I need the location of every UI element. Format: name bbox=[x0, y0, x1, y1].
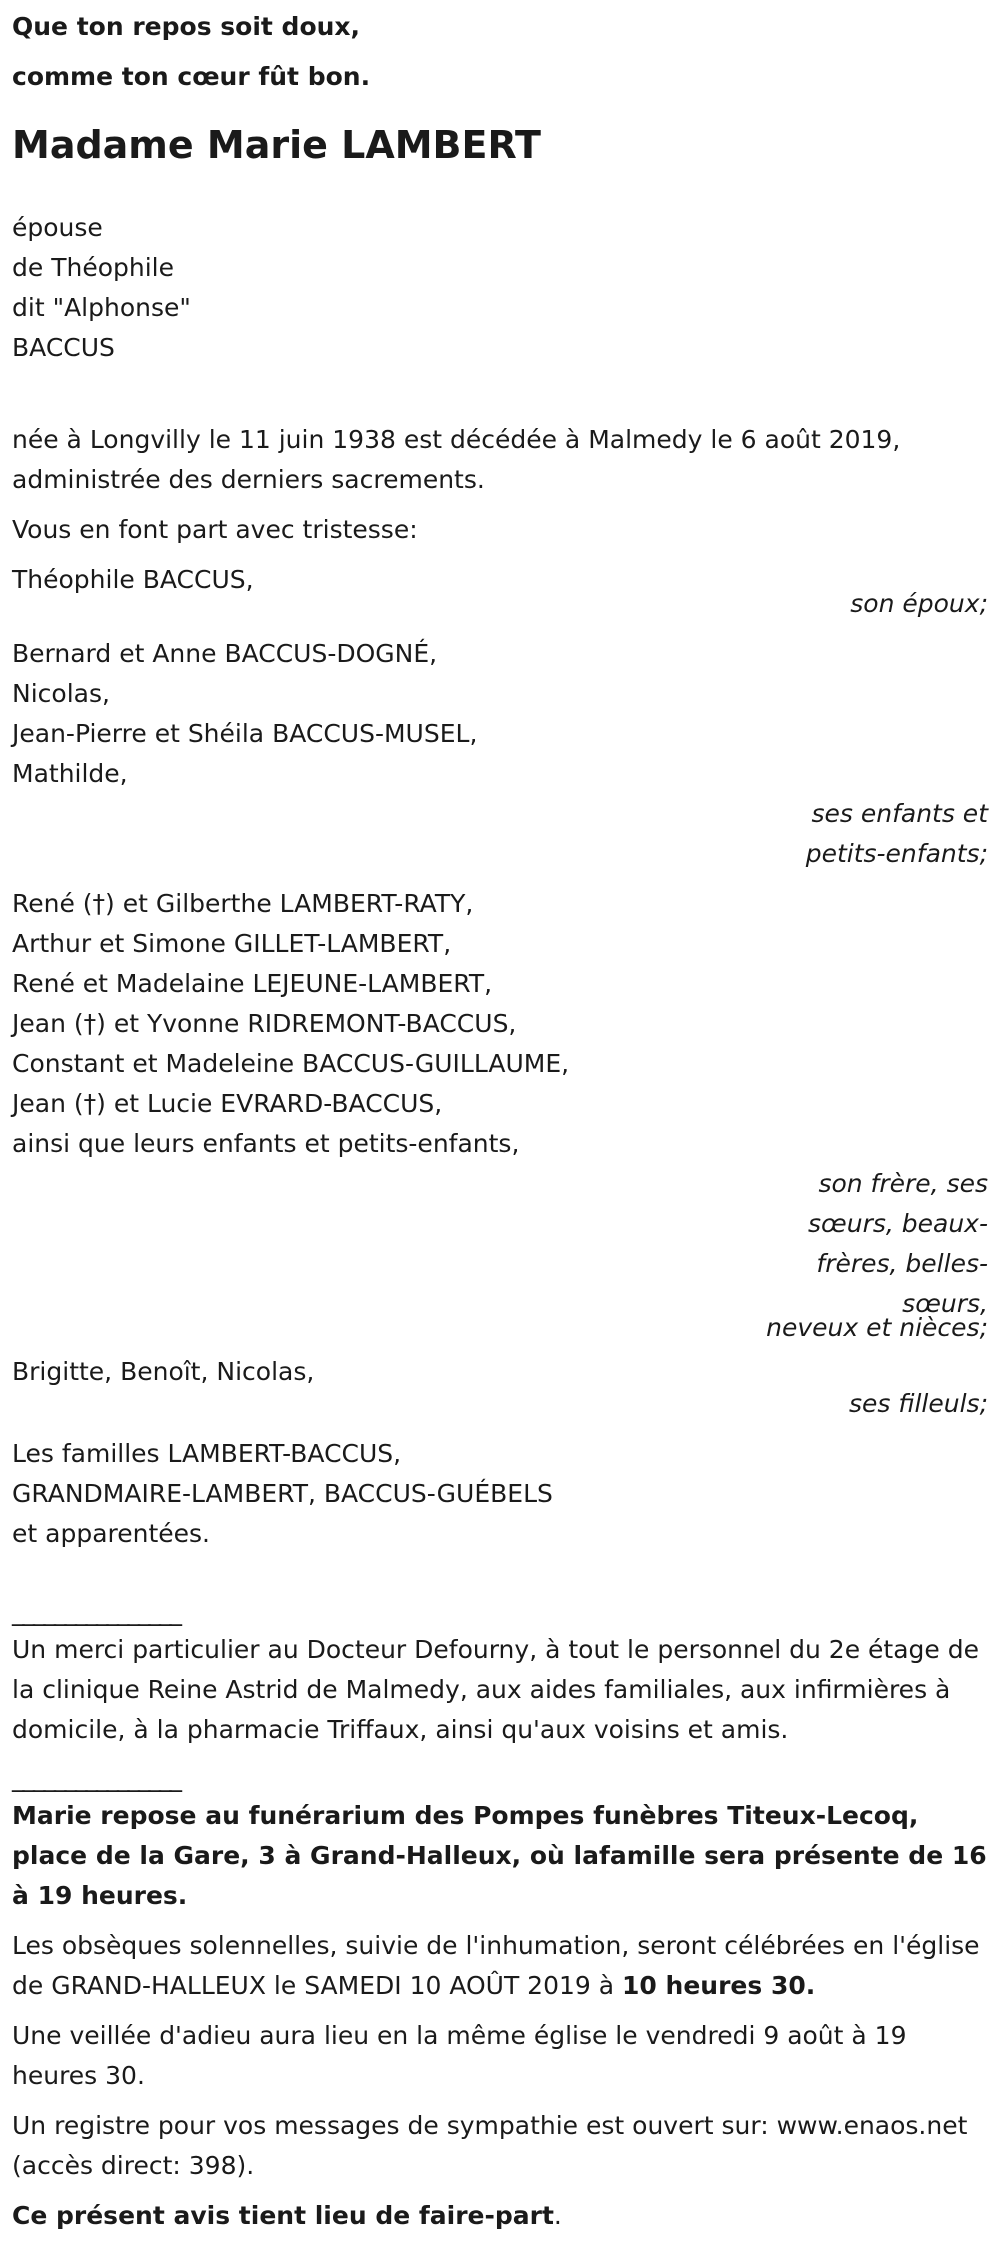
announcement-intro: Vous en font part avec tristesse: bbox=[12, 515, 418, 544]
spouse-line: dit "Alphonse" bbox=[12, 293, 191, 322]
relation-line: petits-enfants; bbox=[805, 839, 988, 868]
birth-death-line-2: administrée des derniers sacrements. bbox=[12, 465, 485, 494]
relation-label bbox=[798, 1164, 988, 1324]
family-name: Les familles LAMBERT-BACCUS, bbox=[12, 1439, 402, 1468]
viewing-info: Marie repose au funérarium des Pompes funèbres Titeux-Lecoq, place de la Gare, 3 à Grand-Halleux, où lafamille sera présente de 16 à 19 heures. bbox=[12, 1801, 987, 1910]
relation-label: ses filleuls; bbox=[848, 1389, 988, 1418]
spouse-line: BACCUS bbox=[12, 333, 115, 362]
family-name: Jean-Pierre et Shéila BACCUS-MUSEL, bbox=[12, 719, 478, 748]
funeral-info bbox=[12, 1926, 988, 2006]
closing-note bbox=[12, 2196, 988, 2236]
family-name: et apparentées. bbox=[12, 1519, 210, 1548]
deceased-name: Madame Marie LAMBERT bbox=[12, 123, 541, 167]
family-related bbox=[12, 1434, 988, 1554]
epigraph-line-2: comme ton cœur fût bon. bbox=[12, 62, 371, 91]
funeral-text: Les obsèques solennelles, suivie de l'inhumation, seront célébrées en l'église de GRAND-HALLEUX le SAMEDI 10 AOÛT 2019 à bbox=[12, 1931, 980, 2000]
separator: ________________ bbox=[12, 1763, 180, 1792]
family-spouse bbox=[12, 560, 988, 624]
family-name: Jean (†) et Lucie EVRARD-BACCUS, bbox=[12, 1089, 443, 1118]
relation-line: son frère, ses bbox=[818, 1169, 988, 1198]
relation-label: son époux; bbox=[850, 589, 988, 618]
family-name: Constant et Madeleine BACCUS-GUILLAUME, bbox=[12, 1049, 570, 1078]
separator: ________________ bbox=[12, 1597, 180, 1626]
family-godchildren bbox=[12, 1352, 988, 1424]
family-name: Bernard et Anne BACCUS-DOGNÉ, bbox=[12, 639, 438, 668]
family-name: GRANDMAIRE-LAMBERT, BACCUS-GUÉBELS bbox=[12, 1479, 553, 1508]
family-name: Nicolas, bbox=[12, 679, 110, 708]
family-name: Brigitte, Benoît, Nicolas, bbox=[12, 1357, 315, 1386]
epigraph bbox=[12, 2, 988, 102]
birth-death-info bbox=[12, 420, 988, 500]
family-name: Mathilde, bbox=[12, 759, 128, 788]
relation-label bbox=[788, 794, 988, 874]
relation-label-extra: neveux et nièces; bbox=[766, 1313, 988, 1342]
relation-line: sœurs, bbox=[902, 1289, 988, 1318]
relation-line: sœurs, beaux- bbox=[808, 1209, 988, 1238]
family-name: ainsi que leurs enfants et petits-enfants, bbox=[12, 1129, 520, 1158]
relation-line: ses enfants et bbox=[811, 799, 988, 828]
relation-line: frères, belles- bbox=[816, 1249, 988, 1278]
family-siblings bbox=[12, 884, 988, 1342]
spouse-line: épouse bbox=[12, 213, 103, 242]
closing-end: . bbox=[553, 2201, 562, 2230]
family-children bbox=[12, 634, 988, 874]
family-name: René (†) et Gilberthe LAMBERT-RATY, bbox=[12, 889, 474, 918]
spouse-block bbox=[12, 208, 988, 368]
spouse-line: de Théophile bbox=[12, 253, 174, 282]
thanks-paragraph: Un merci particulier au Docteur Defourny, à tout le personnel du 2e étage de la clinique Reine Astrid de Malmedy, aux aides familiales, aux infirmières à domicile, à la pharmacie Triffaux, ainsi qu'aux voisins et amis. bbox=[12, 1635, 979, 1744]
family-name: Théophile BACCUS, bbox=[12, 565, 254, 594]
family-name: Arthur et Simone GILLET-LAMBERT, bbox=[12, 929, 452, 958]
closing-bold: Ce présent avis tient lieu de faire-part bbox=[12, 2201, 554, 2230]
obituary-notice bbox=[0, 2, 1000, 2241]
birth-death-line-1: née à Longvilly le 11 juin 1938 est décédée à Malmedy le 6 août 2019, bbox=[12, 425, 901, 454]
family-name: Jean (†) et Yvonne RIDREMONT-BACCUS, bbox=[12, 1009, 517, 1038]
epigraph-line-1: Que ton repos soit doux, bbox=[12, 12, 361, 41]
funeral-time: 10 heures 30. bbox=[622, 1971, 816, 2000]
family-name: René et Madelaine LEJEUNE-LAMBERT, bbox=[12, 969, 493, 998]
vigil-info: Une veillée d'adieu aura lieu en la même église le vendredi 9 août à 19 heures 30. bbox=[12, 2021, 907, 2090]
registry-info: Un registre pour vos messages de sympathie est ouvert sur: www.enaos.net (accès direct: 398). bbox=[12, 2111, 968, 2180]
